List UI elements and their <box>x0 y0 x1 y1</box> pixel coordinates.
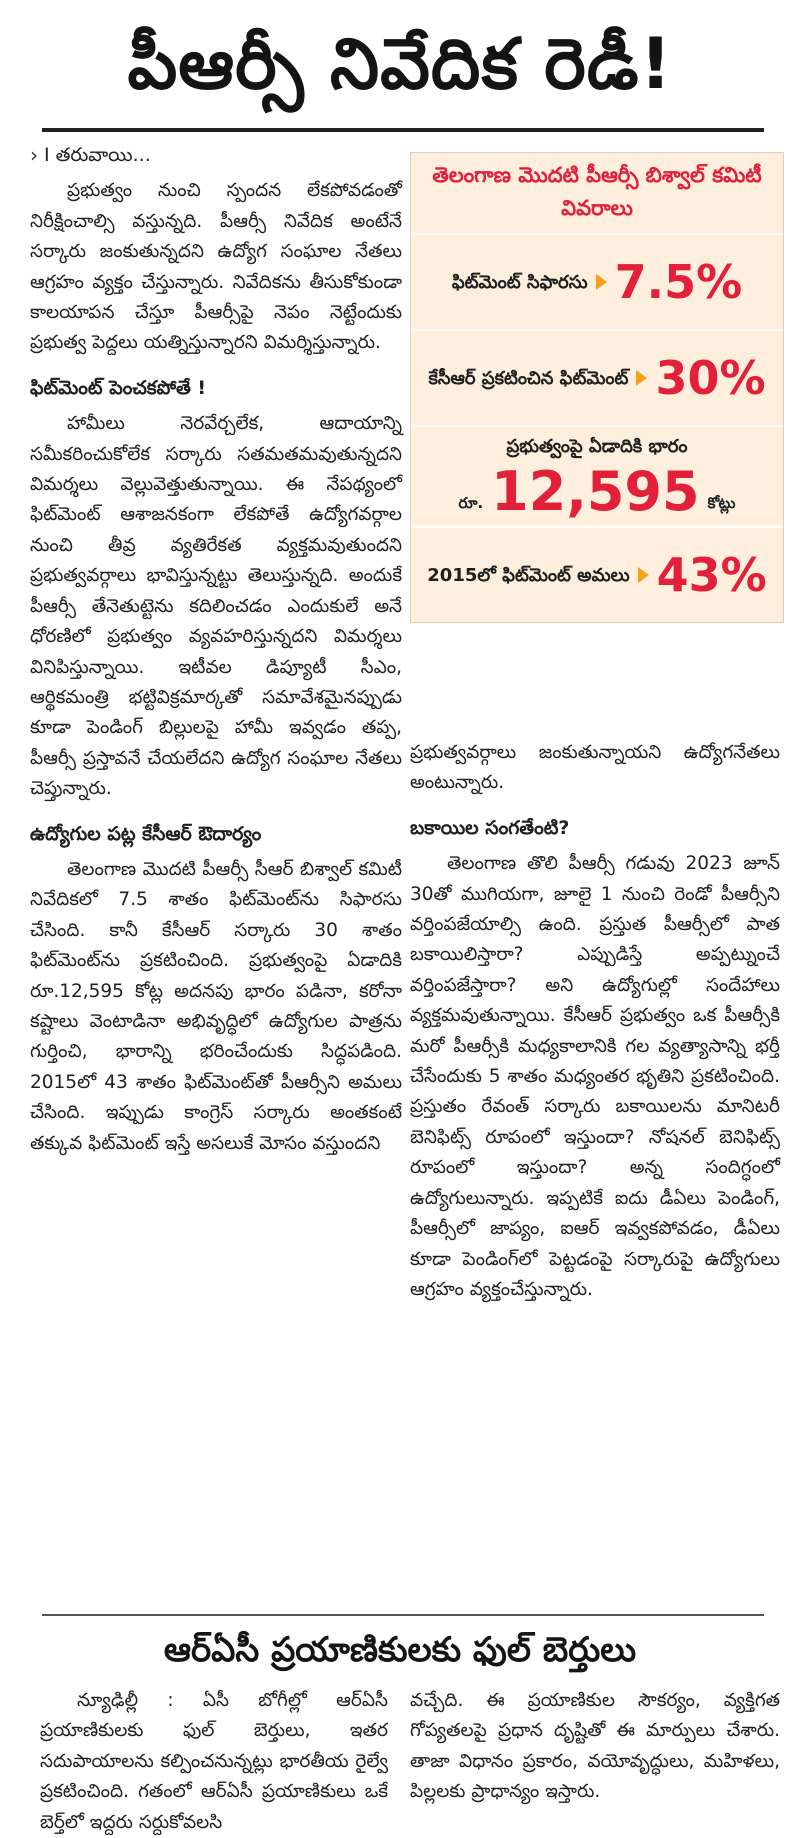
fact-row-burden <box>411 427 783 528</box>
paragraph: ప్రభుత్వం నుంచి స్పందన లేకపోవడంతో నిరీక్షించాల్సి వస్తున్నది. పీఆర్సీ నివేదిక అంటేనే సర్కారు జంకుతున్నదని ఉద్యోగ సంఘాల నేతలు ఆగ్రహం వ్యక్తం చేస్తున్నారు. నివేదికను తీసుకోకుండా కాలయాపన చేస్తూ పీఆర్సీపై నెపం నెట్టేందుకు ప్రభుత్వ పెద్దలు యత్నిస్తున్నారని విమర్శిస్తున్నారు. <box>30 180 402 354</box>
subheading: ఉద్యోగుల పట్ల కేసీఆర్ ఔదార్యం <box>30 822 262 845</box>
fact-label: 2015లో ఫిట్‌మెంట్ అమలు <box>427 564 630 586</box>
triangle-arrow-icon <box>638 567 649 583</box>
page-headline: పీఆర్సీ నివేదిక రెడీ! <box>127 23 673 105</box>
fact-box <box>410 152 784 623</box>
fact-value: 30% <box>655 351 766 405</box>
fact-value: 7.5% <box>614 255 743 309</box>
fact-label: ఫిట్‌మెంట్ సిఫారసు <box>451 271 588 293</box>
fact-value: 43% <box>656 548 767 602</box>
fact-row-2015 <box>411 528 783 622</box>
fact-label: ప్రభుత్వంపై ఏడాదికి భారం <box>506 436 688 457</box>
burden-value: 12,595 <box>491 460 700 523</box>
unit-label: కోట్లు <box>707 494 736 512</box>
paragraph: ప్రభుత్వవర్గాలు జంకుతున్నాయని ఉద్యోగనేతలు అంటున్నారు. <box>410 742 780 794</box>
fact-row-recommended <box>411 235 783 331</box>
burden-amount <box>458 460 736 523</box>
left-column <box>30 140 402 1159</box>
chevron-right-icon: › <box>30 143 38 167</box>
story-divider <box>42 1614 764 1616</box>
subheading: బకాయిల సంగతేంటి? <box>410 816 570 839</box>
kicker-text: I తరువాయి... <box>44 144 151 166</box>
right-column <box>410 738 780 1305</box>
fact-box-title: తెలంగాణ మొదటి పీఆర్సీ బిశ్వాల్ కమిటీ వివరాలు <box>411 153 783 235</box>
paragraph: న్యూఢిల్లీ : ఏసీ బోగీల్లో ఆర్ఏసీ ప్రయాణికులకు ఫుల్ బెర్తులు, ఇతర సదుపాయాలను కల్పించనున్నట్లు భారతీయ రైల్వే ప్రకటించింది. గతంలో ఆర్ఏసీ ప్రయాణికులు ఒకే బెర్త్‌లో ఇద్దరు సర్దుకోవలసి <box>40 1690 388 1833</box>
paragraph: హామీలు నెరవేర్చలేక, ఆదాయాన్ని సమీకరించుకోలేక సర్కారు సతమతమవుతున్నదని విమర్శలు వెల్లువెత్తుతున్నాయి. ఈ నేపథ్యంలో ఫిట్‌మెంట్ ఆశాజనకంగా లేకపోతే ఉద్యోగవర్గాల నుంచి తీవ్ర వ్యతిరేకత వ్యక్తమవుతుందని ప్రభుత్వవర్గాలు భావిస్తున్నట్టు తెలుస్తున్నది. అందుకే పీఆర్సీ తేనెతుట్టెను కదిలించడం ఎందుకులే అనే ధోరణిలో ప్రభుత్వం వ్యవహరిస్తున్నదని విమర్శలు వినిపిస్తున్నాయి. ఇటీవల డిప్యూటీ సీఎం, ఆర్థికమంత్రి భట్టివిక్రమార్కతో సమావేశమైనప్పుడు కూడా పెండింగ్ బిల్లులపై హామీ ఇవ్వడం తప్ప, పీఆర్సీ ప్రస్తావనే చేయలేదని ఉద్యోగ సంఘాల నేతలు చెప్తున్నారు. <box>30 413 402 800</box>
currency-prefix: రూ. <box>458 494 484 512</box>
triangle-arrow-icon <box>596 274 607 290</box>
headline-rule <box>42 128 764 132</box>
triangle-arrow-icon <box>636 370 647 386</box>
paragraph: వచ్చేది. ఈ ప్రయాణికుల సౌకర్యం, వ్యక్తిగత గోప్యతలపై ప్రధాన దృష్టితో ఈ మార్పులు చేశారు. తాజా విధానం ప్రకారం, వయోవృద్ధులు, మహిళలు, పిల్లలకు ప్రాధాన్యం ఇస్తారు. <box>410 1690 780 1803</box>
subheading: ఫిట్‌మెంట్ పెంచకపోతే ! <box>30 376 207 399</box>
second-headline: ఆర్ఏసీ ప్రయాణికులకు ఫుల్ బెర్తులు <box>163 1630 637 1670</box>
kicker <box>30 140 402 170</box>
fact-row-announced <box>411 331 783 427</box>
second-story-left <box>40 1686 388 1838</box>
fact-label: కేసీఆర్ ప్రకటించిన ఫిట్‌మెంట్ <box>428 367 629 389</box>
second-story-right <box>410 1686 780 1808</box>
paragraph: తెలంగాణ తొలి పీఆర్సీ గడువు 2023 జూన్ 30తో ముగియగా, జూలై 1 నుంచి రెండో పీఆర్సీని వర్తింపజేయాల్సి ఉంది. ప్రస్తుత పీఆర్సీలో పాత బకాయిలిస్తారా? ఎప్పుడిస్తే అప్పట్నుంచే వర్తింపజేస్తారా? అని ఉద్యోగుల్లో సందేహాలు వ్యక్తమవుతున్నాయి. కేసీఆర్ ప్రభుత్వం ఒక పీఆర్సీకి మరో పీఆర్సీకి మధ్యకాలానికి గల వ్యత్యాసాన్ని భర్తీ చేసేందుకు 5 శాతం మధ్యంతర భృతిని ప్రకటించింది. ప్రస్తుతం రేవంత్ సర్కారు బకాయిలను మానిటరీ బెనిఫిట్స్ రూపంలో ఇస్తుందా? నోషనల్ బెనిఫిట్స్ రూపంలో ఇస్తుందా? అన్న సందిగ్ధంలో ఉద్యోగులున్నారు. ఇప్పటికే ఐదు డీఏలు పెండింగ్, పీఆర్సీలో జాప్యం, ఐఆర్ ఇవ్వకపోవడం, డీఏలు కూడా పెండింగ్‌లో పెట్టడంపై సర్కారుపై ఉద్యోగులు ఆగ్రహం వ్యక్తంచేస్తున్నారు. <box>410 853 780 1300</box>
paragraph: తెలంగాణ మొదటి పీఆర్సీ సీఆర్ బిశ్వాల్ కమిటీ నివేదికలో 7.5 శాతం ఫిట్‌మెంట్‌ను సిఫారసు చేసింది. కానీ కేసీఆర్ సర్కారు 30 శాతం ఫిట్‌మెంట్‌ను ప్రకటించింది. ప్రభుత్వంపై ఏడాదికి రూ.12,595 కోట్ల అదనపు భారం పడినా, కరోనా కష్టాలు వెంటాడినా అభివృద్ధిలో ఉద్యోగుల పాత్రను గుర్తించి, భారాన్ని భరించేందుకు సిద్ధపడింది. 2015లో 43 శాతం ఫిట్‌మెంట్‌తో పీఆర్సీని అమలు చేసింది. ఇప్పుడు కాంగ్రెస్ సర్కారు అంతకంటే తక్కువ ఫిట్‌మెంట్ ఇస్తే అసలుకే మోసం వస్తుందని <box>30 858 402 1154</box>
